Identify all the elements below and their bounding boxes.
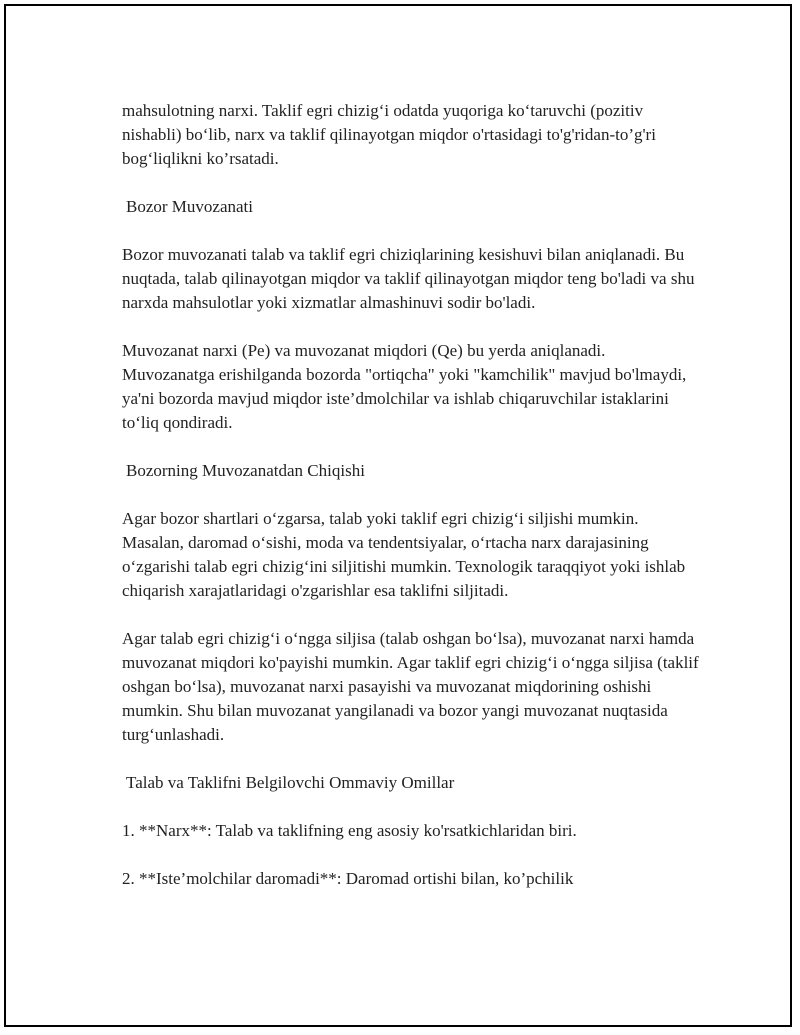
list-item-income: 2. **Iste’molchilar daromadi**: Daromad ortishi bilan, ko’pchilik [122,869,574,888]
paragraph-equilibrium-definition: Bozor muvozanati talab va taklif egri chiziqlarining kesishuvi bilan aniqlanadi. Bu nuqtada, talab qilinayotgan miqdor va taklif qilinayotgan miqdor teng bo'ladi va shu narxda mahsulotlar yoki xizmatlar almashinuvi sodir bo'ladi. [122,245,695,312]
document-page [4,4,792,1027]
list-item-price: 1. **Narx**: Talab va taklifning eng asosiy ko'rsatkichlaridan biri. [122,821,577,840]
document-body [122,99,702,891]
heading-market-disequilibrium: Bozorning Muvozanatdan Chiqishi [126,461,365,480]
paragraph-shift-effects: Agar talab egri chizig‘i o‘ngga siljisa (talab oshgan bo‘lsa), muvozanat narxi hamda muvozanat miqdori ko'payishi mumkin. Agar taklif egri chizig‘i o‘ngga siljisa (taklif oshgan bo‘lsa), muvozanat narxi pasayishi va muvozanat miqdorining oshishi mumkin. Shu bilan muvozanat yangilanadi va bozor yangi muvozanat nuqtasida turg‘unlashadi. [122,629,699,744]
paragraph-curve-shifts: Agar bozor shartlari o‘zgarsa, talab yoki taklif egri chizig‘i siljishi mumkin. Masalan, daromad o‘sishi, moda va tendentsiyalar, o‘rtacha narx darajasining o‘zgarishi talab egri chizig‘ini siljitishi mumkin. Texnologik taraqqiyot yoki ishlab chiqarish xarajatlaridagi o'zgarishlar esa taklifni siljitadi. [122,509,686,600]
heading-determining-factors: Talab va Taklifni Belgilovchi Ommaviy Omillar [126,773,455,792]
paragraph-supply-curve: mahsulotning narxi. Taklif egri chizig‘i odatda yuqoriga ko‘taruvchi (pozitiv nishabli) bo‘lib, narx va taklif qilinayotgan miqdor o'rtasidagi to'g'ridan-to’g'ri bog‘liqlikni ko’rsatadi. [122,101,656,168]
paragraph-equilibrium-price: Muvozanat narxi (Pe) va muvozanat miqdori (Qe) bu yerda aniqlanadi. Muvozanatga erishilganda bozorda "ortiqcha" yoki "kamchilik" mavjud bo'lmaydi, ya'ni bozorda mavjud miqdor iste’dmolchilar va ishlab chiqaruvchilar istaklarini to‘liq qondiradi. [122,341,687,432]
heading-market-equilibrium: Bozor Muvozanati [126,197,253,216]
